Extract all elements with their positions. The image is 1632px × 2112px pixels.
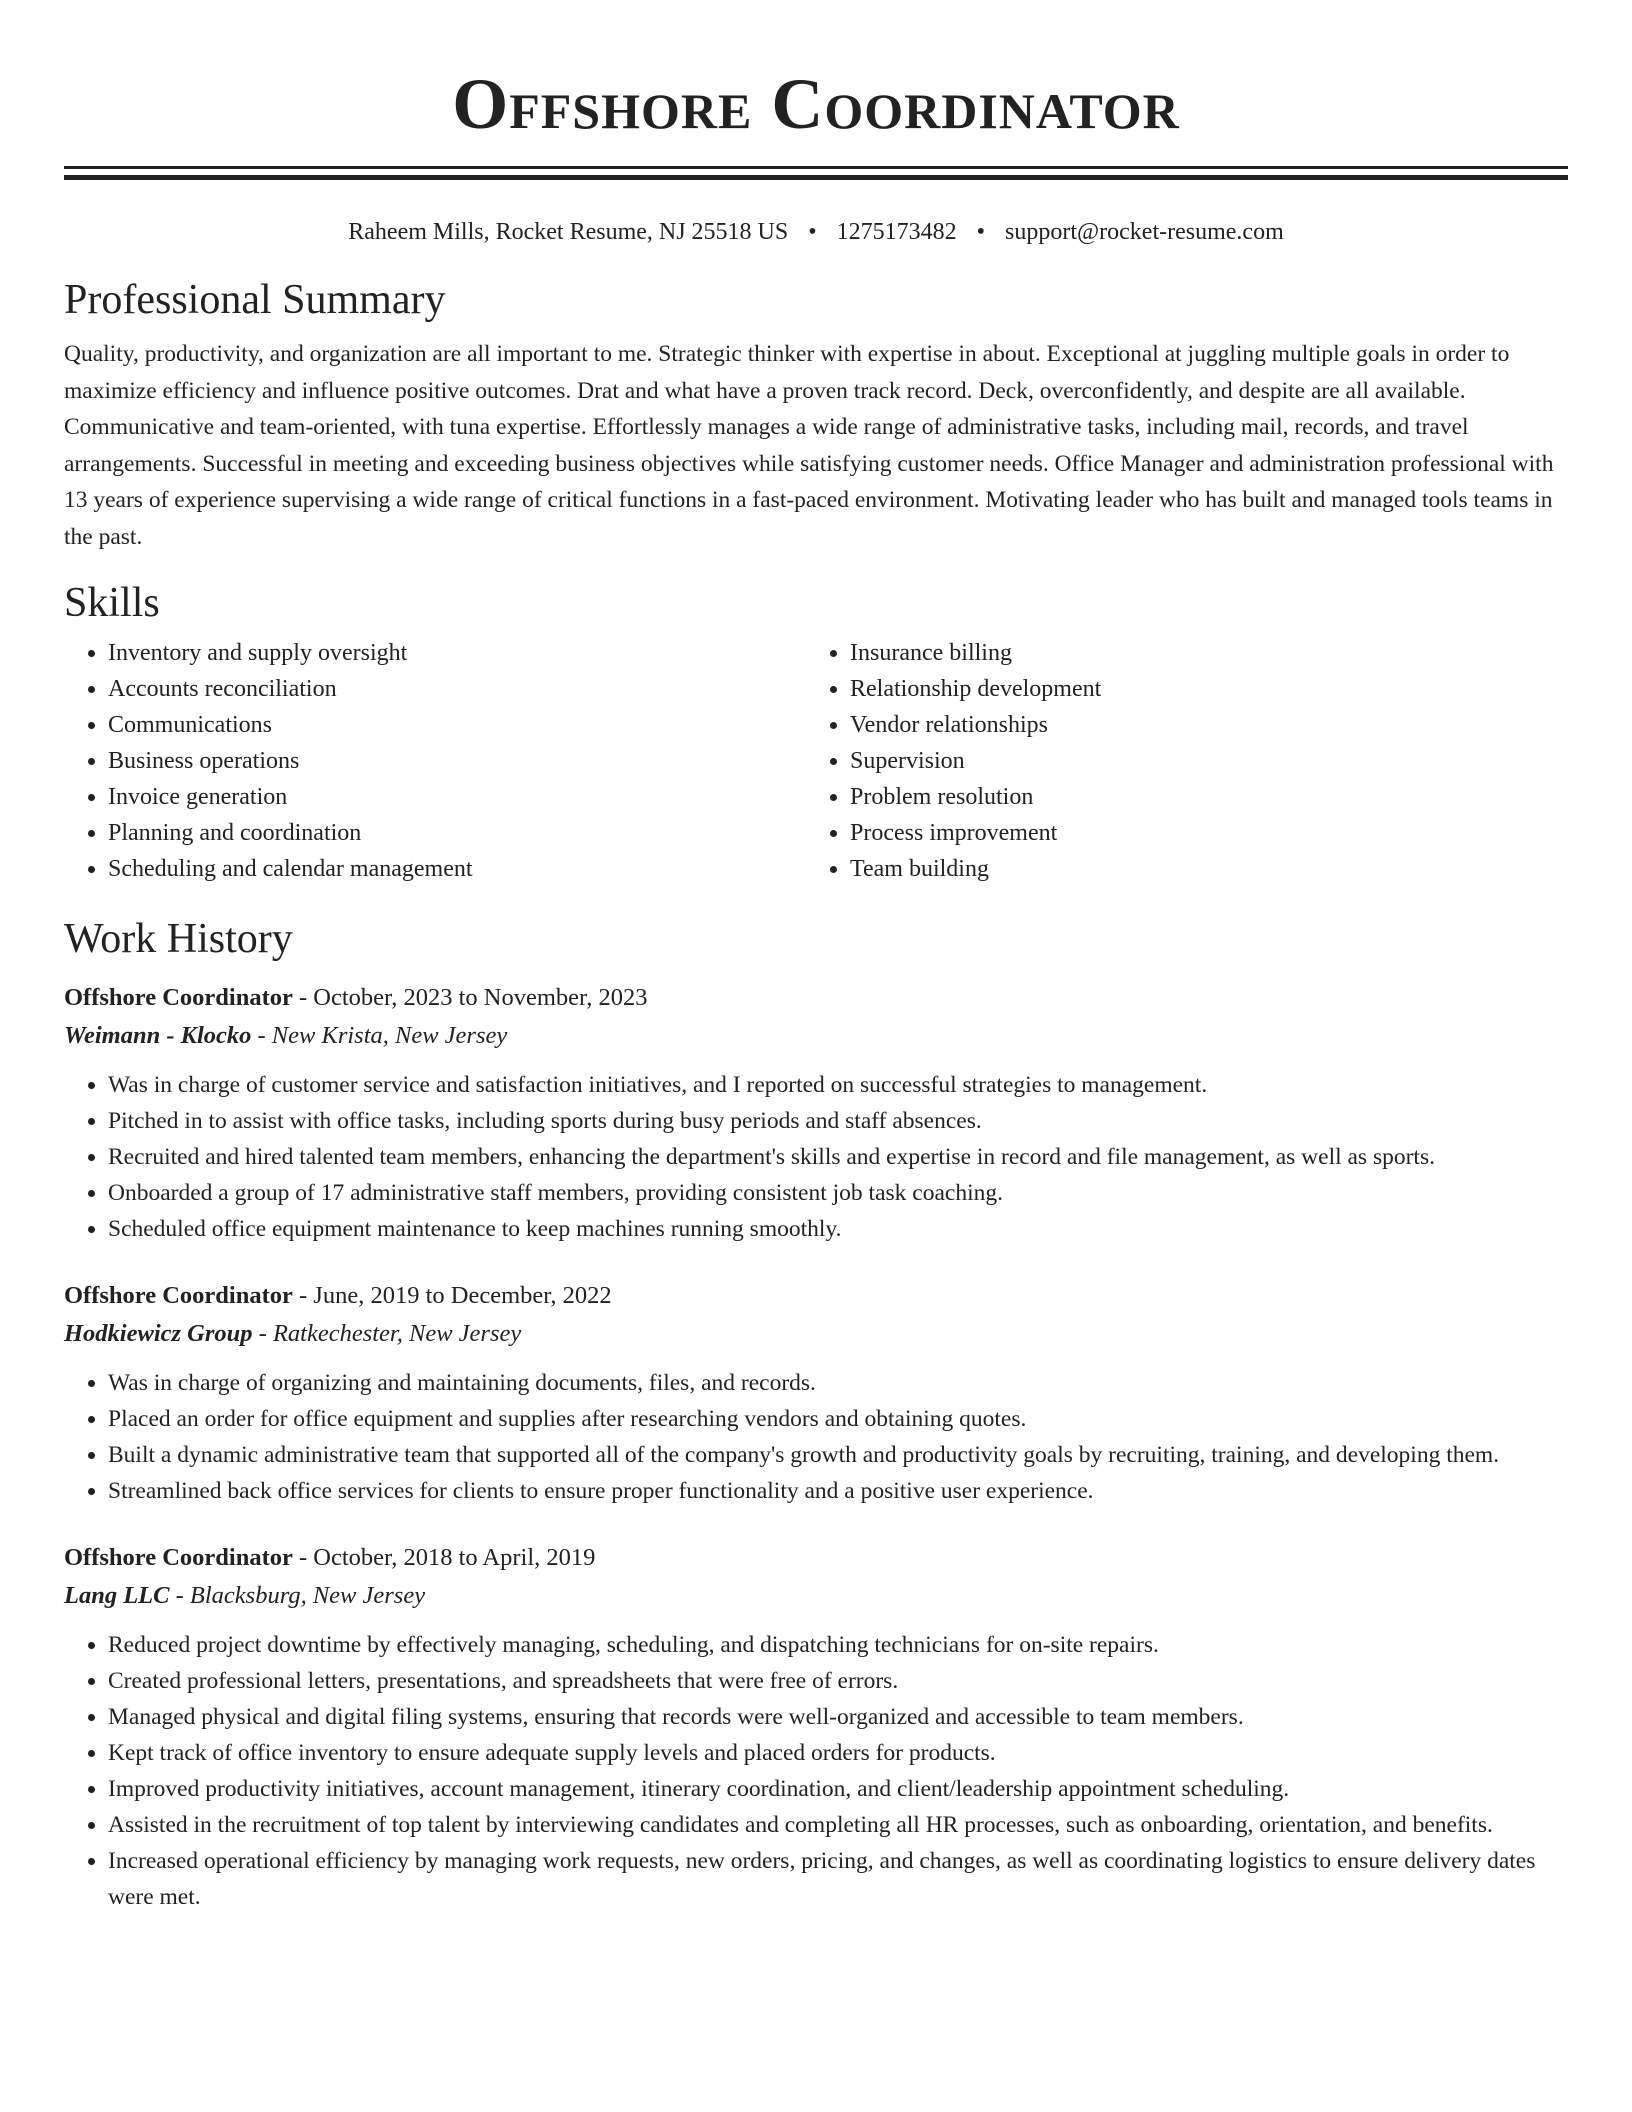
job-bullet: • Created professional letters, presentations, and spreadsheets that were free of errors. — [108, 1663, 1568, 1699]
job-bullet: • Onboarded a group of 17 administrative staff members, providing consistent job task coaching. — [108, 1175, 1568, 1211]
job-bullet: • Kept track of office inventory to ensure adequate supply levels and placed orders for products. — [108, 1735, 1568, 1771]
job-entry — [64, 1539, 1568, 1915]
header-divider-thick — [64, 175, 1568, 180]
work-history-list — [64, 979, 1568, 1915]
job-bullet: • Pitched in to assist with office tasks, including sports during busy periods and staff absences. — [108, 1103, 1568, 1139]
contact-phone: 1275173482 — [836, 219, 957, 245]
skill-item: • Process improvement — [850, 815, 1568, 851]
skill-item: • Communications — [108, 707, 806, 743]
skill-item: • Supervision — [850, 743, 1568, 779]
job-bullets — [64, 1067, 1568, 1247]
skill-item: • Insurance billing — [850, 635, 1568, 671]
contact-separator: • — [976, 219, 986, 245]
job-company: Hodkiewicz Group — [64, 1320, 253, 1347]
skills-column-left — [64, 635, 806, 887]
job-location: - Blacksburg, New Jersey — [169, 1582, 426, 1609]
job-bullet: • Assisted in the recruitment of top talent by interviewing candidates and completing all HR processes, such as onboarding, orientation, and benefits. — [108, 1807, 1568, 1843]
job-bullet: • Reduced project downtime by effectively managing, scheduling, and dispatching technicians for on-site repairs. — [108, 1627, 1568, 1663]
job-company: Lang LLC — [64, 1582, 170, 1609]
work-history-heading: Work History — [64, 916, 293, 962]
job-dates: - October, 2018 to April, 2019 — [292, 1544, 596, 1571]
job-bullet: • Was in charge of customer service and satisfaction initiatives, and I reported on successful strategies to management. — [108, 1067, 1568, 1103]
job-title: Offshore Coordinator — [64, 1282, 293, 1309]
contact-separator: • — [808, 219, 817, 245]
job-title: Offshore Coordinator — [64, 1544, 293, 1571]
skill-item: • Scheduling and calendar management — [108, 851, 806, 887]
summary-heading: Professional Summary — [64, 277, 446, 323]
summary-text: Quality, productivity, and organization are all important to me. Strategic thinker with expertise in about. Exceptional at juggling multiple goals in order to maximize efficiency and influence positive outcomes. Drat and what have a proven track record. Deck, overconfidently, and despite are all available. Communicative and team-oriented, with tuna expertise. Effortlessly manages a wide range of administrative tasks, including mail, records, and travel arrangements. Successful in meeting and exceeding business objectives while satisfying customer needs. Office Manager and administration professional with 13 years of experience supervising a wide range of critical functions in a fast-paced environment. Motivating leader who has built and managed tools teams in the past. — [64, 341, 1554, 550]
skills-heading: Skills — [64, 580, 160, 626]
skill-item: • Invoice generation — [108, 779, 806, 815]
job-bullet: • Recruited and hired talented team members, enhancing the department's skills and expertise in record and file management, as well as sports. — [108, 1139, 1568, 1175]
job-entry — [64, 979, 1568, 1247]
skill-item: • Accounts reconciliation — [108, 671, 806, 707]
job-bullet: • Increased operational efficiency by managing work requests, new orders, pricing, and changes, as well as coordinating logistics to ensure delivery dates were met. — [108, 1843, 1568, 1915]
header-divider-thin — [64, 166, 1568, 169]
skill-item: • Problem resolution — [850, 779, 1568, 815]
job-bullet: • Streamlined back office services for clients to ensure proper functionality and a positive user experience. — [108, 1473, 1568, 1509]
skill-item: • Relationship development — [850, 671, 1568, 707]
job-title-line — [64, 979, 1568, 1017]
job-bullets — [64, 1627, 1568, 1915]
skill-item: • Inventory and supply oversight — [108, 635, 806, 671]
job-bullet: • Was in charge of organizing and maintaining documents, files, and records. — [108, 1365, 1568, 1401]
job-company: Weimann - Klocko — [64, 1022, 252, 1049]
job-title-line — [64, 1539, 1568, 1577]
job-company-line — [64, 1577, 1568, 1615]
job-dates: - October, 2023 to November, 2023 — [292, 984, 648, 1011]
job-company-line — [64, 1315, 1568, 1353]
skills-list — [64, 635, 1568, 887]
skill-item: • Planning and coordination — [108, 815, 806, 851]
contact-email: support@rocket-resume.com — [1005, 219, 1284, 245]
job-bullet: • Scheduled office equipment maintenance to keep machines running smoothly. — [108, 1211, 1568, 1247]
skills-column-right — [806, 635, 1568, 887]
job-location: - New Krista, New Jersey — [251, 1022, 508, 1049]
job-bullet: • Improved productivity initiatives, account management, itinerary coordination, and client/leadership appointment scheduling. — [108, 1771, 1568, 1807]
skill-item: • Team building — [850, 851, 1568, 887]
job-bullets — [64, 1365, 1568, 1509]
job-dates: - June, 2019 to December, 2022 — [292, 1282, 612, 1309]
job-entry — [64, 1277, 1568, 1509]
job-bullet: • Managed physical and digital filing systems, ensuring that records were well-organized and accessible to team members. — [108, 1699, 1568, 1735]
contact-line — [64, 216, 1568, 248]
job-bullet: • Placed an order for office equipment and supplies after researching vendors and obtaining quotes. — [108, 1401, 1568, 1437]
contact-address: Raheem Mills, Rocket Resume, NJ 25518 US — [348, 219, 789, 245]
job-location: - Ratkechester, New Jersey — [252, 1320, 522, 1347]
skill-item: • Vendor relationships — [850, 707, 1568, 743]
page-title: Offshore Coordinator — [452, 64, 1180, 144]
job-company-line — [64, 1017, 1568, 1055]
job-bullet: • Built a dynamic administrative team that supported all of the company's growth and productivity goals by recruiting, training, and developing them. — [108, 1437, 1568, 1473]
job-title-line — [64, 1277, 1568, 1315]
job-title: Offshore Coordinator — [64, 984, 293, 1011]
skill-item: • Business operations — [108, 743, 806, 779]
